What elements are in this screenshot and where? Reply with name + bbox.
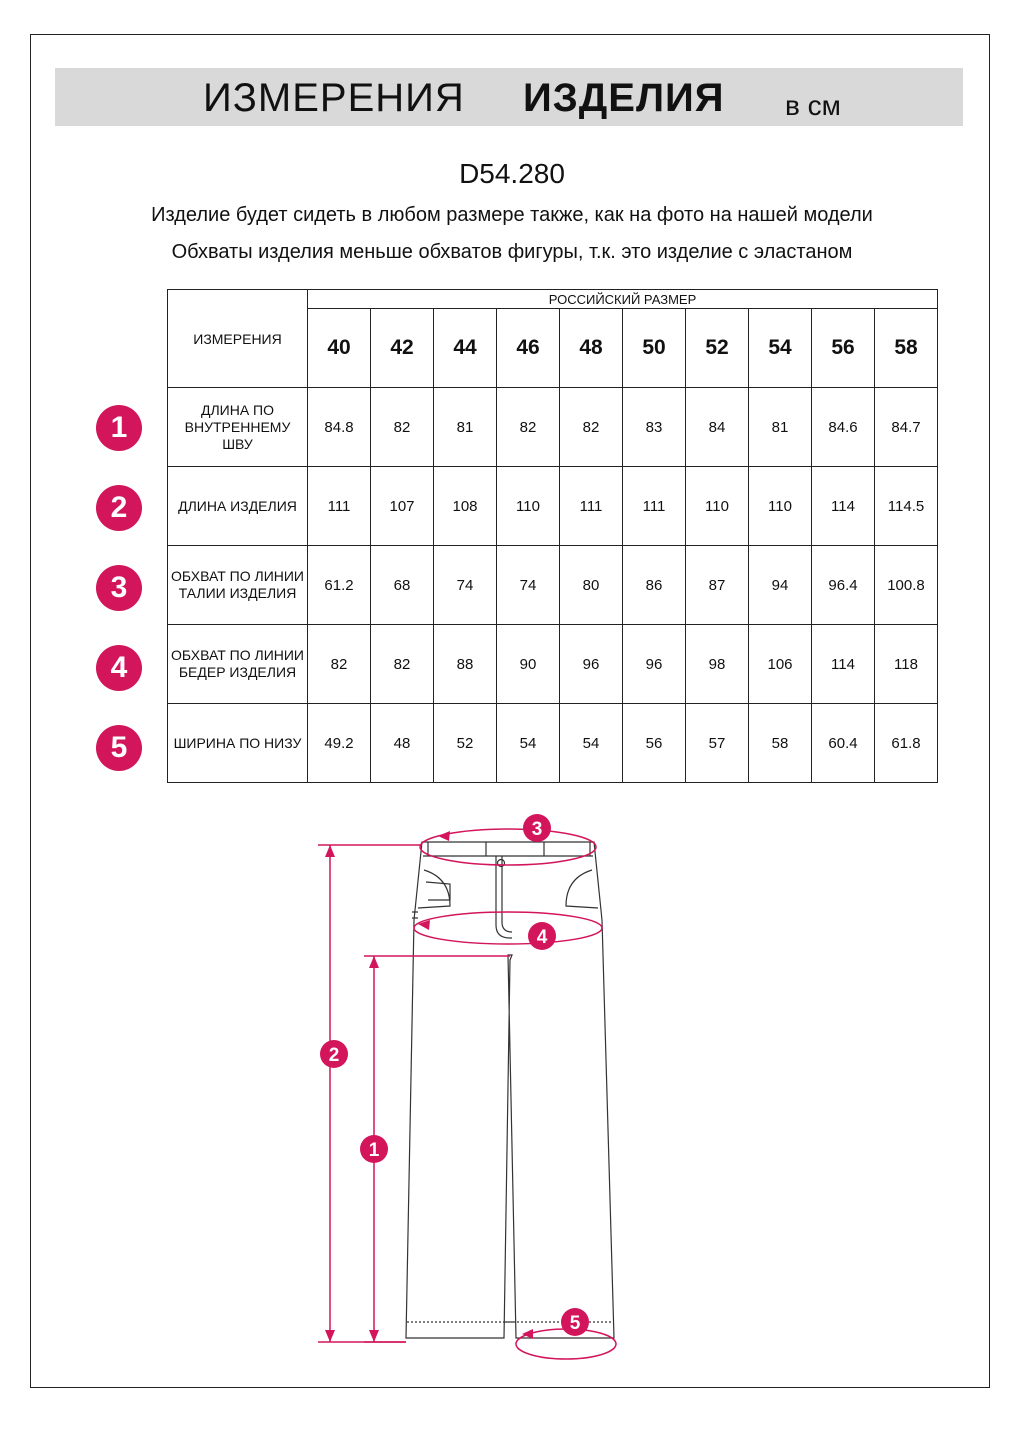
- row-label-length: ДЛИНА ИЗДЕЛИЯ: [168, 467, 308, 546]
- marker-3: [523, 814, 551, 842]
- value-cell: 114.5: [875, 467, 938, 546]
- measure-lines: [318, 829, 616, 1359]
- size-cell: 52: [686, 309, 749, 388]
- value-cell: 81: [749, 388, 812, 467]
- product-code: D54.280: [459, 158, 565, 189]
- marker-3-label: 3: [531, 819, 543, 840]
- value-cell: 90: [497, 625, 560, 704]
- marker-4-label: 4: [536, 927, 548, 948]
- value-cell: 111: [623, 467, 686, 546]
- marker-4: [528, 922, 556, 950]
- size-cell: 58: [875, 309, 938, 388]
- value-cell: 84.8: [308, 388, 371, 467]
- value-cell: 114: [812, 467, 875, 546]
- size-cell: 44: [434, 309, 497, 388]
- value-cell: 48: [371, 704, 434, 783]
- table-row: [168, 467, 938, 546]
- title-word-measurements: ИЗМЕРЕНИЯ: [203, 76, 465, 120]
- value-cell: 86: [623, 546, 686, 625]
- table-row: [168, 388, 938, 467]
- title-word-product: ИЗДЕЛИЯ: [523, 76, 725, 120]
- row-label-waist: ОБХВАТ ПО ЛИНИИ ТАЛИИ ИЗДЕЛИЯ: [168, 546, 308, 625]
- value-cell: 87: [686, 546, 749, 625]
- row-badge-4: 4: [96, 645, 142, 691]
- marker-2-label: 2: [328, 1045, 340, 1066]
- value-cell: 82: [560, 388, 623, 467]
- table-row: [168, 625, 938, 704]
- value-cell: 84: [686, 388, 749, 467]
- value-cell: 61.2: [308, 546, 371, 625]
- size-cell: 50: [623, 309, 686, 388]
- marker-5: [561, 1308, 589, 1336]
- value-cell: 74: [434, 546, 497, 625]
- marker-2: [320, 1040, 348, 1068]
- size-cell: 54: [749, 309, 812, 388]
- value-cell: 74: [497, 546, 560, 625]
- value-cell: 60.4: [812, 704, 875, 783]
- stretch-note: Обхваты изделия меньше обхватов фигуры, т.к. это изделие с эластаном: [171, 241, 853, 263]
- value-cell: 94: [749, 546, 812, 625]
- value-cell: 56: [623, 704, 686, 783]
- marker-1: [360, 1135, 388, 1163]
- row-badge-3: 3: [96, 565, 142, 611]
- value-cell: 58: [749, 704, 812, 783]
- value-cell: 54: [560, 704, 623, 783]
- value-cell: 96.4: [812, 546, 875, 625]
- value-cell: 96: [560, 625, 623, 704]
- value-cell: 98: [686, 625, 749, 704]
- value-cell: 61.8: [875, 704, 938, 783]
- value-cell: 49.2: [308, 704, 371, 783]
- value-cell: 111: [560, 467, 623, 546]
- marker-5-label: 5: [569, 1313, 581, 1334]
- row-badge-5: 5: [96, 725, 142, 771]
- size-cell: 40: [308, 309, 371, 388]
- value-cell: 81: [434, 388, 497, 467]
- table-row: [168, 546, 938, 625]
- value-cell: 100.8: [875, 546, 938, 625]
- jeans-measurement-diagram: [300, 800, 640, 1370]
- value-cell: 110: [497, 467, 560, 546]
- value-cell: 88: [434, 625, 497, 704]
- table-row: [168, 704, 938, 783]
- value-cell: 80: [560, 546, 623, 625]
- title-banner: [55, 68, 963, 126]
- value-cell: 110: [749, 467, 812, 546]
- value-cell: 108: [434, 467, 497, 546]
- value-cell: 84.7: [875, 388, 938, 467]
- value-cell: 107: [371, 467, 434, 546]
- value-cell: 118: [875, 625, 938, 704]
- jeans-sketch: [406, 842, 614, 1338]
- value-cell: 68: [371, 546, 434, 625]
- row-badge-1: 1: [96, 405, 142, 451]
- value-cell: 110: [686, 467, 749, 546]
- value-cell: 52: [434, 704, 497, 783]
- title-unit: в см: [785, 90, 841, 121]
- size-cell: 56: [812, 309, 875, 388]
- size-table: [167, 289, 938, 783]
- value-cell: 82: [308, 625, 371, 704]
- size-cell: 48: [560, 309, 623, 388]
- value-cell: 82: [497, 388, 560, 467]
- size-cell: 42: [371, 309, 434, 388]
- value-cell: 57: [686, 704, 749, 783]
- row-label-inseam: ДЛИНА ПО ВНУТРЕННЕМУ ШВУ: [168, 388, 308, 467]
- value-cell: 111: [308, 467, 371, 546]
- row-label-hem-width: ШИРИНА ПО НИЗУ: [168, 704, 308, 783]
- value-cell: 83: [623, 388, 686, 467]
- value-cell: 106: [749, 625, 812, 704]
- value-cell: 84.6: [812, 388, 875, 467]
- russian-size-header: РОССИЙСКИЙ РАЗМЕР: [308, 290, 938, 309]
- marker-1-label: 1: [368, 1140, 380, 1161]
- size-cell: 46: [497, 309, 560, 388]
- value-cell: 82: [371, 625, 434, 704]
- value-cell: 114: [812, 625, 875, 704]
- row-badge-2: 2: [96, 485, 142, 531]
- fit-note: Изделие будет сидеть в любом размере также, как на фото на нашей модели: [151, 204, 873, 226]
- value-cell: 82: [371, 388, 434, 467]
- value-cell: 96: [623, 625, 686, 704]
- measurements-header: ИЗМЕРЕНИЯ: [168, 290, 308, 388]
- value-cell: 54: [497, 704, 560, 783]
- row-label-hips: ОБХВАТ ПО ЛИНИИ БЕДЕР ИЗДЕЛИЯ: [168, 625, 308, 704]
